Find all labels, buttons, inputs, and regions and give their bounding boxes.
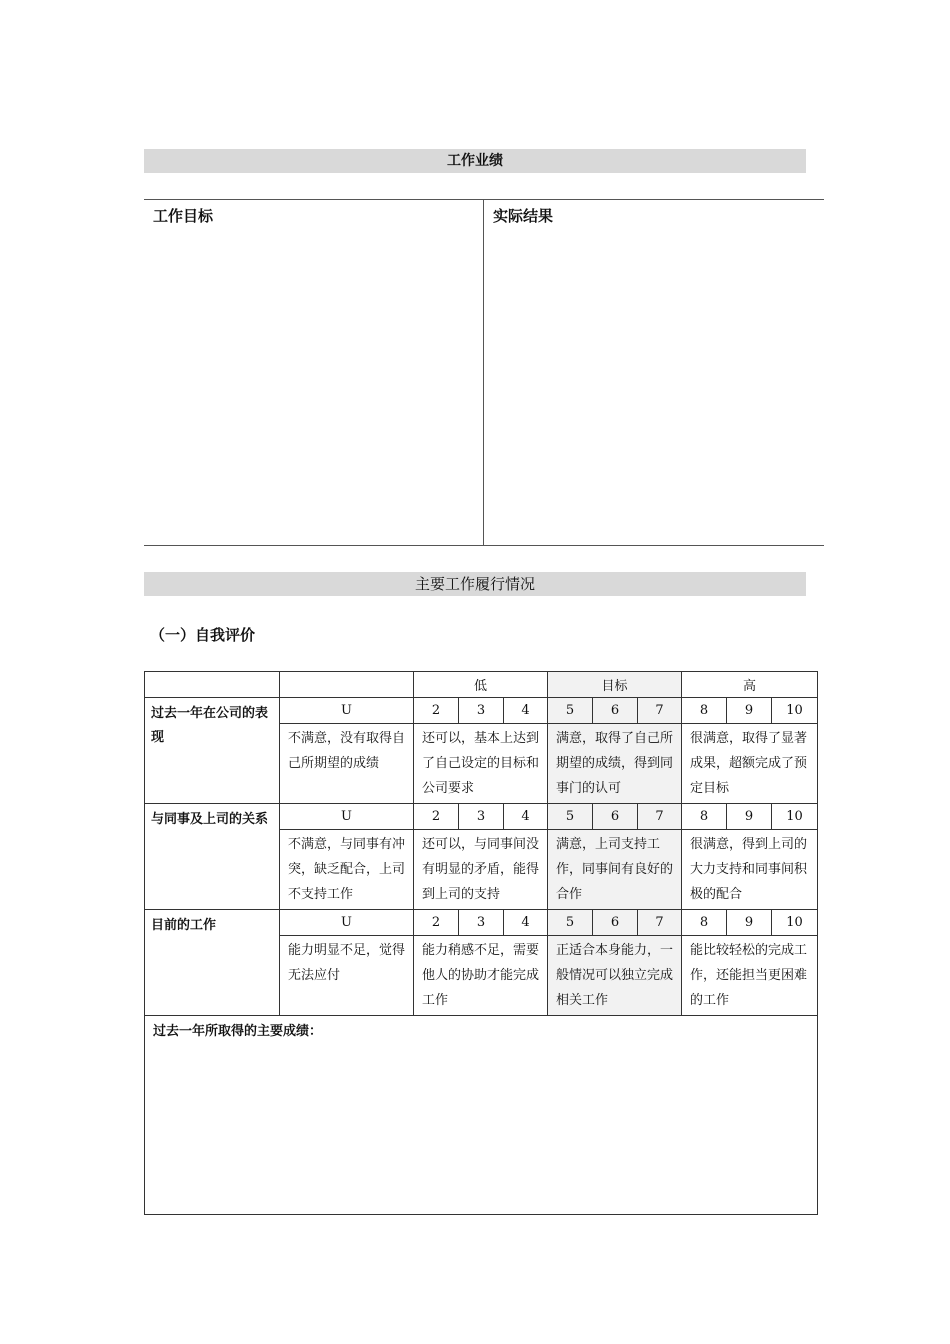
- work-goal-header: 工作目标: [153, 207, 214, 225]
- score-4[interactable]: 4: [504, 910, 548, 936]
- score-u[interactable]: U: [280, 804, 414, 830]
- score-3[interactable]: 3: [459, 910, 504, 936]
- score-5[interactable]: 5: [548, 698, 593, 724]
- score-3[interactable]: 3: [459, 698, 504, 724]
- score-9[interactable]: 9: [727, 698, 772, 724]
- desc-low: 能力稍感不足，需要他人的协助才能完成工作: [414, 936, 548, 1016]
- score-2[interactable]: 2: [414, 698, 459, 724]
- score-7[interactable]: 7: [638, 910, 682, 936]
- desc-high: 能比较轻松的完成工作，还能担当更困难的工作: [682, 936, 818, 1016]
- level-target: 目标: [548, 672, 682, 698]
- score-u[interactable]: U: [280, 910, 414, 936]
- work-performance-title: 工作业绩: [144, 149, 806, 173]
- score-5[interactable]: 5: [548, 910, 593, 936]
- blank-header-cell: [280, 672, 414, 698]
- desc-high: 很满意，取得了显著成果，超额完成了预定目标: [682, 724, 818, 804]
- level-high: 高: [682, 672, 818, 698]
- desc-target: 满意，上司支持工作，同事间有良好的合作: [548, 830, 682, 910]
- desc-unsatisfied: 不满意，没有取得自己所期望的成绩: [280, 724, 414, 804]
- score-2[interactable]: 2: [414, 910, 459, 936]
- score-8[interactable]: 8: [682, 910, 727, 936]
- main-duties-title: 主要工作履行情况: [144, 572, 806, 596]
- desc-unsatisfied: 不满意，与同事有冲突，缺乏配合，上司不支持工作: [280, 830, 414, 910]
- score-10[interactable]: 10: [772, 804, 818, 830]
- desc-high: 很满意，得到上司的大力支持和同事间积极的配合: [682, 830, 818, 910]
- score-2[interactable]: 2: [414, 804, 459, 830]
- score-8[interactable]: 8: [682, 698, 727, 724]
- work-performance-table: [144, 199, 824, 546]
- score-u[interactable]: U: [280, 698, 414, 724]
- score-5[interactable]: 5: [548, 804, 593, 830]
- actual-result-header: 实际结果: [493, 207, 554, 225]
- desc-target: 满意，取得了自己所期望的成绩，得到同事门的认可: [548, 724, 682, 804]
- column-divider: [483, 200, 484, 545]
- score-6[interactable]: 6: [593, 698, 638, 724]
- score-10[interactable]: 10: [772, 910, 818, 936]
- desc-low: 还可以，与同事间没有明显的矛盾，能得到上司的支持: [414, 830, 548, 910]
- score-10[interactable]: 10: [772, 698, 818, 724]
- score-7[interactable]: 7: [638, 698, 682, 724]
- score-6[interactable]: 6: [593, 910, 638, 936]
- corner-cell: [145, 672, 280, 698]
- score-9[interactable]: 9: [727, 910, 772, 936]
- self-evaluation-table: [144, 671, 818, 1215]
- desc-target: 正适合本身能力，一般情况可以独立完成相关工作: [548, 936, 682, 1016]
- level-low: 低: [414, 672, 548, 698]
- desc-low: 还可以，基本上达到了自己设定的目标和公司要求: [414, 724, 548, 804]
- row-label: 与同事及上司的关系: [145, 804, 280, 910]
- score-9[interactable]: 9: [727, 804, 772, 830]
- achievements-label: 过去一年所取得的主要成绩：: [153, 1024, 323, 1039]
- score-8[interactable]: 8: [682, 804, 727, 830]
- score-6[interactable]: 6: [593, 804, 638, 830]
- score-3[interactable]: 3: [459, 804, 504, 830]
- desc-unsatisfied: 能力明显不足，觉得无法应付: [280, 936, 414, 1016]
- score-7[interactable]: 7: [638, 804, 682, 830]
- score-4[interactable]: 4: [504, 698, 548, 724]
- row-label: 目前的工作: [145, 910, 280, 1016]
- score-4[interactable]: 4: [504, 804, 548, 830]
- row-label: 过去一年在公司的表现: [145, 698, 280, 804]
- achievements-field[interactable]: [145, 1016, 818, 1215]
- self-evaluation-title: （一）自我评价: [150, 626, 256, 644]
